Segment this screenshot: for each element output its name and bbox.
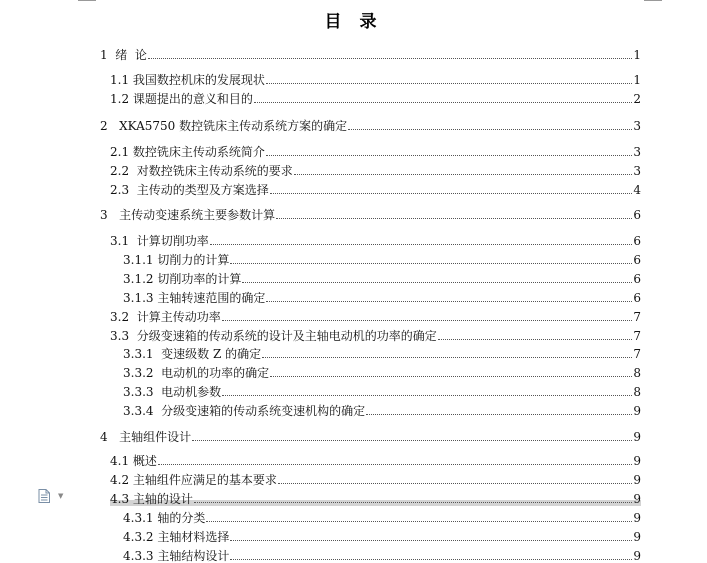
toc-entry-text: 主传动的类型及方案选择 [136,183,269,197]
toc-dot-leader [270,376,632,377]
toc-entry[interactable] [100,206,641,222]
toc-entry-text: 绪 论 [115,48,147,62]
toc-entry-number: 2 [100,119,120,133]
toc-entry-number: 3.1.2 [123,272,158,286]
toc-entry-number: 4.3.3 [123,549,158,563]
toc-entry-text: 切削功率的计算 [157,272,242,286]
toc-entry[interactable] [123,509,641,525]
toc-page-number: 3 [633,164,641,178]
chevron-down-icon[interactable]: ▼ [58,492,64,500]
document-options-icon[interactable] [38,489,50,503]
toc-entry-text: 分级变速箱的传动系统的设计及主轴电动机的功率的确定 [136,329,437,343]
toc-entry-number: 1.2 [110,92,133,106]
toc-dot-leader [262,357,632,358]
toc-entry[interactable] [123,289,641,305]
toc-entry-text: 切削力的计算 [157,253,230,267]
toc-entry[interactable] [123,345,641,361]
toc-dot-leader [230,559,632,560]
toc-entry-number: 4.3.1 [123,511,158,525]
toc-entry[interactable] [110,143,641,159]
toc-entry-text: 计算主传动功率 [136,310,221,324]
toc-page-number: 9 [633,430,641,444]
toc-entry-number: 3.3.1 [123,347,162,361]
toc-dot-leader [294,174,632,175]
toc-entry-number: 4.3 [110,492,133,506]
toc-page-number: 9 [633,549,641,563]
toc-entry-number: 2.2 [110,164,137,178]
toc-dot-leader [222,320,632,321]
toc-entry-text: 计算切削功率 [136,234,209,248]
toc-entry-number: 3.1.1 [123,253,158,267]
toc-entry[interactable] [110,181,641,197]
toc-entry-number: 2.3 [110,183,137,197]
toc-entry-number: 4.3.2 [123,530,158,544]
toc-dot-leader [270,193,632,194]
toc-entry[interactable] [123,364,641,380]
toc-entry[interactable] [123,383,641,399]
toc-dot-leader [254,102,632,103]
toc-dot-leader [230,540,632,541]
toc-entry-number: 4.2 [110,473,133,487]
toc-entry-number: 3.1.3 [123,291,158,305]
toc-entry-text: 主轴转速范围的确定 [157,291,266,305]
toc-dot-leader [242,282,632,283]
toc-entry-number: 4 [100,430,120,444]
toc-entry-number: 1 [100,48,116,62]
toc-entry-text: 概述 [132,454,157,468]
toc-entry-text: 主轴结构设计 [157,549,230,563]
toc-entry[interactable] [123,547,641,563]
toc-entry-text: 电动机参数 [161,385,222,399]
toc-dot-leader [266,155,632,156]
toc-entry-text: 主轴的设计 [132,492,193,506]
toc-page-number: 9 [633,511,641,525]
toc-entry-text: 电动机的功率的确定 [161,366,270,380]
toc-page-number: 1 [633,73,641,87]
toc-entry-text: 我国数控机床的发展现状 [132,73,265,87]
toc-dot-leader [222,395,632,396]
toc-entry-text: XKA5750 数控铣床主传动系统方案的确定 [119,119,348,133]
toc-dot-leader [148,58,632,59]
toc-page-number: 8 [633,385,641,399]
toc-dot-leader [194,502,632,503]
toc-page-number: 6 [633,234,641,248]
toc-page-number: 6 [633,291,641,305]
toc-dot-leader [158,464,632,465]
toc-entry-number: 3.3.4 [123,404,162,418]
toc-page-number: 9 [633,492,641,506]
toc-entry-text: 主轴材料选择 [157,530,230,544]
toc-entry-number: 3 [100,208,120,222]
toc-page-number: 2 [633,92,641,106]
toc-entry-text: 轴的分类 [157,511,206,525]
toc-page-number: 7 [633,310,641,324]
toc-entry-number: 3.2 [110,310,137,324]
toc-entry-text: 对数控铣床主传动系统的要求 [136,164,293,178]
toc-dot-leader [206,521,632,522]
toc-entry-number: 1.1 [110,73,133,87]
toc-entry[interactable] [110,162,641,178]
toc-entry-number: 3.3.2 [123,366,162,380]
toc-page-number: 3 [633,145,641,159]
toc-page-number: 6 [633,208,641,222]
toc-entry[interactable] [123,528,641,544]
toc-entry[interactable] [110,471,641,487]
toc-dot-leader [438,339,632,340]
toc-dot-leader [278,483,632,484]
toc-entry[interactable] [123,270,641,286]
toc-entry[interactable] [110,308,641,324]
toc-entry-text: 分级变速箱的传动系统变速机构的确定 [161,404,366,418]
toc-page-number: 1 [633,48,641,62]
toc-entry[interactable] [100,428,641,444]
toc-entry[interactable] [110,452,641,468]
toc-entry[interactable] [100,117,641,133]
toc-dot-leader [192,440,632,441]
toc-page-number: 8 [633,366,641,380]
toc-entry-text: 主轴组件设计 [119,430,192,444]
toc-entry-text: 主轴组件应满足的基本要求 [132,473,277,487]
toc-entry-number: 3.3.3 [123,385,162,399]
toc-dot-leader [266,301,632,302]
toc-page-number: 9 [633,404,641,418]
toc-entry[interactable] [110,71,641,87]
toc-page-number: 6 [633,253,641,267]
toc-page-number: 6 [633,272,641,286]
toc-page-number: 9 [633,473,641,487]
toc-entry[interactable] [110,490,641,506]
toc-entry-text: 课题提出的意义和目的 [132,92,253,106]
toc-entry[interactable] [123,402,641,418]
toc-page-number: 7 [633,347,641,361]
toc-dot-leader [366,414,632,415]
toc-entry-text: 主传动变速系统主要参数计算 [119,208,276,222]
toc-page-number: 4 [633,183,641,197]
toc-page-number: 3 [633,119,641,133]
toc-dot-leader [266,83,632,84]
toc-dot-leader [276,218,632,219]
toc-entry-text: 变速级数 Z 的确定 [161,347,262,361]
toc-entry-number: 3.1 [110,234,137,248]
toc-page-number: 9 [633,454,641,468]
toc-dot-leader [230,263,632,264]
toc-entry[interactable] [110,232,641,248]
toc-entry[interactable] [100,46,641,62]
toc-dot-leader [348,129,632,130]
toc-entry[interactable] [123,251,641,267]
toc-page-number: 9 [633,530,641,544]
toc-entry[interactable] [110,327,641,343]
toc-entry-number: 2.1 [110,145,133,159]
toc-entry[interactable] [110,90,641,106]
toc-dot-leader [210,244,632,245]
toc-entry-text: 数控铣床主传动系统简介 [132,145,265,159]
toc-entry-number: 3.3 [110,329,137,343]
toc-title: 目 录 [324,12,383,32]
toc-page-number: 7 [633,329,641,343]
toc-entry-number: 4.1 [110,454,133,468]
